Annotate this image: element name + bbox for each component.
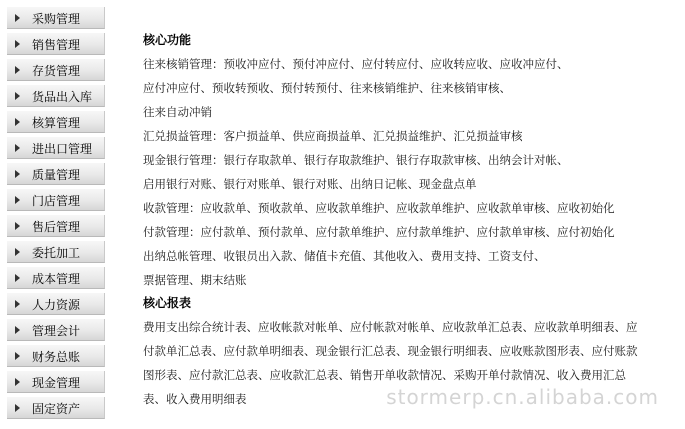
- arrow-right-icon: [15, 170, 20, 178]
- main-content: [143, 29, 663, 411]
- sidebar-item-label: 核算管理: [32, 116, 81, 130]
- sidebar-nav: [7, 7, 105, 423]
- core-reports-heading: 核心报表: [143, 296, 192, 310]
- arrow-right-icon: [15, 40, 20, 48]
- arrow-right-icon: [15, 144, 20, 152]
- sidebar-item[interactable]: [7, 7, 105, 29]
- text-line: 启用银行对账、银行对账单、银行对账、出纳日记帐、现金盘点单: [143, 177, 477, 191]
- arrow-right-icon: [15, 326, 20, 334]
- sidebar-item[interactable]: [7, 241, 105, 263]
- sidebar-item[interactable]: [7, 163, 105, 185]
- sidebar-item-label: 成本管理: [32, 272, 81, 286]
- text-line: 往来自动冲销: [143, 105, 212, 119]
- arrow-right-icon: [15, 196, 20, 204]
- sidebar-item-label: 财务总账: [32, 350, 81, 364]
- sidebar-item-label: 门店管理: [32, 194, 81, 208]
- text-line: 汇兑损益管理：客户损益单、供应商损益单、汇兑损益维护、汇兑损益审核: [143, 129, 523, 143]
- text-line: 往来核销管理：预收冲应付、预付冲应付、应付转应付、应收转应收、应收冲应付、: [143, 57, 569, 71]
- sidebar-item-label: 销售管理: [32, 38, 81, 52]
- arrow-right-icon: [15, 92, 20, 100]
- sidebar-item-label: 采购管理: [32, 12, 81, 26]
- text-line: 现金银行管理：银行存取款单、银行存取款维护、银行存取款审核、出纳会计对帐、: [143, 153, 569, 167]
- watermark: stormerp.cn.alibaba.com: [386, 385, 659, 409]
- sidebar-item[interactable]: [7, 59, 105, 81]
- arrow-right-icon: [15, 118, 20, 126]
- sidebar-item[interactable]: [7, 319, 105, 341]
- sidebar-item-label: 货品出入库: [32, 90, 93, 104]
- sidebar-item[interactable]: [7, 267, 105, 289]
- sidebar-item[interactable]: [7, 137, 105, 159]
- arrow-right-icon: [15, 300, 20, 308]
- arrow-right-icon: [15, 352, 20, 360]
- sidebar-item[interactable]: [7, 111, 105, 133]
- sidebar-item-label: 质量管理: [32, 168, 81, 182]
- sidebar-item[interactable]: [7, 215, 105, 237]
- sidebar-item[interactable]: [7, 293, 105, 315]
- text-line: 出纳总帐管理、收银员出入款、储值卡充值、其他收入、费用支持、工资支付、: [143, 249, 546, 263]
- text-line: 表、收入费用明细表: [143, 392, 247, 406]
- arrow-right-icon: [15, 66, 20, 74]
- sidebar-item-label: 现金管理: [32, 376, 81, 390]
- arrow-right-icon: [15, 222, 20, 230]
- text-line: 应付冲应付、预收转预收、预付转预付、往来核销维护、往来核销审核、: [143, 81, 511, 95]
- sidebar-item-label: 存货管理: [32, 64, 81, 78]
- arrow-right-icon: [15, 404, 20, 412]
- sidebar-item-label: 管理会计: [32, 324, 81, 338]
- core-functions-list: [143, 52, 663, 292]
- arrow-right-icon: [15, 248, 20, 256]
- arrow-right-icon: [15, 14, 20, 22]
- text-line: 图形表、应付款汇总表、应收款汇总表、销售开单收款情况、采购开单付款情况、收入费用汇总: [143, 368, 626, 382]
- sidebar-item-label: 进出口管理: [32, 142, 93, 156]
- sidebar-item[interactable]: [7, 85, 105, 107]
- sidebar-item[interactable]: [7, 345, 105, 367]
- text-line: 费用支出综合统计表、应收帐款对帐单、应付帐款对帐单、应收款单汇总表、应收款单明细表、应: [143, 320, 638, 334]
- sidebar-item[interactable]: [7, 371, 105, 393]
- sidebar-item-label: 售后管理: [32, 220, 81, 234]
- core-functions-heading: 核心功能: [143, 33, 192, 47]
- arrow-right-icon: [15, 378, 20, 386]
- sidebar-item-label: 人力资源: [32, 298, 81, 312]
- text-line: 收款管理：应收款单、预收款单、应收款单维护、应收款单维护、应收款单审核、应收初始化: [143, 201, 615, 215]
- sidebar-item-label: 固定资产: [32, 402, 81, 416]
- sidebar-item-label: 委托加工: [32, 246, 81, 260]
- sidebar-item[interactable]: [7, 189, 105, 211]
- text-line: 付款管理：应付款单、预付款单、应付款单维护、应付款单维护、应付款单审核、应付初始化: [143, 225, 615, 239]
- text-line: 付款单汇总表、应付款单明细表、现金银行汇总表、现金银行明细表、应收账款图形表、应付账款: [143, 344, 638, 358]
- sidebar-item[interactable]: [7, 33, 105, 55]
- sidebar-item[interactable]: [7, 397, 105, 419]
- arrow-right-icon: [15, 274, 20, 282]
- text-line: 票据管理、期末结账: [143, 273, 247, 287]
